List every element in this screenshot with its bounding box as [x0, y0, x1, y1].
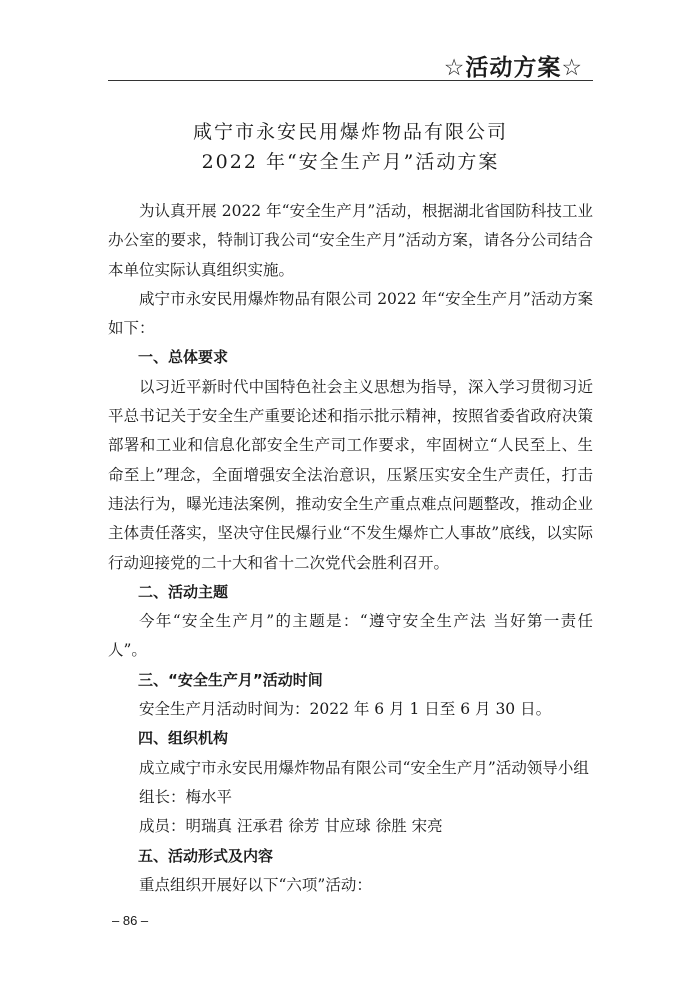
- section-2-heading: 二、活动主题: [138, 582, 229, 601]
- header-divider: [108, 80, 593, 81]
- section-1-text: 以习近平新时代中国特色社会主义思想为指导，深入学习贯彻习近平总书记关于安全生产重要论述和指示批示精神，按照省委省政府决策部署和工业和信息化部安全生产司工作要求，牢固树立“人民至上、生命至上”理念，全面增强安全法治意识，压紧压实安全生产责任，打击违法行为，曝光违法案例，推动安全生产重点难点问题整改，推动企业主体责任落实，坚决守住民爆行业“不发生爆炸亡人事故”底线，以实际行动迎接党的二十大和省十二次党代会胜利召开。: [108, 377, 593, 572]
- members-line: 成员：明瑞真 汪承君 徐芳 甘应球 徐胜 宋亮: [139, 817, 443, 836]
- section-5-heading: 五、活动形式及内容: [138, 846, 274, 865]
- page-number: – 86 –: [112, 913, 149, 928]
- document-title-line2: 2022 年“安全生产月”活动方案: [201, 151, 500, 173]
- leader-line: 组长：梅水平: [139, 787, 233, 806]
- intro-paragraph-2: 咸宁市永安民用爆炸物品有限公司 2022 年“安全生产月”活动方案如下：: [108, 289, 593, 338]
- document-body: [108, 197, 593, 900]
- section-4-text: 成立咸宁市永安民用爆炸物品有限公司“安全生产月”活动领导小组: [139, 758, 589, 777]
- document-title-line1: 咸宁市永安民用爆炸物品有限公司: [192, 121, 508, 143]
- section-4-heading: 四、组织机构: [138, 729, 229, 748]
- intro-paragraph: 为认真开展 2022 年“安全生产月”活动，根据湖北省国防科技工业办公室的要求，特制订我公司“安全生产月”活动方案，请各分公司结合本单位实际认真组织实施。: [108, 202, 593, 279]
- section-3-text: 安全生产月活动时间为：2022 年 6 月 1 日至 6 月 30 日。: [139, 700, 552, 719]
- section-5-text: 重点组织开展好以下“六项”活动：: [139, 875, 372, 894]
- section-3-heading: 三、“安全生产月”活动时间: [138, 670, 323, 689]
- header-label: ☆活动方案☆: [443, 55, 583, 81]
- section-1-heading: 一、总体要求: [138, 348, 229, 367]
- section-2-text: 今年“安全生产月”的主题是：“遵守安全生产法 当好第一责任人”。: [108, 612, 593, 660]
